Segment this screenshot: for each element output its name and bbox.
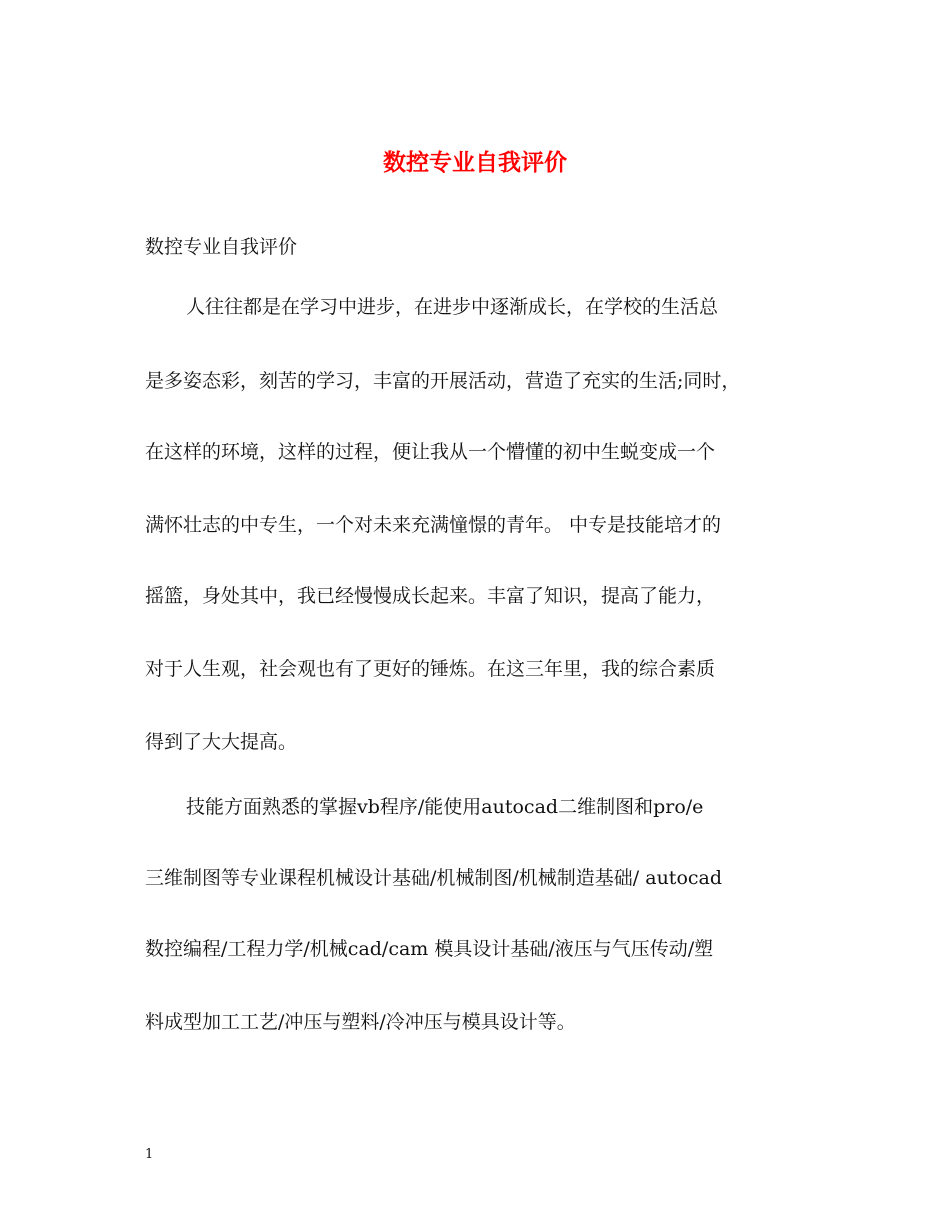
paragraph-1-line-4: 满怀壮志的中专生，一个对未来充满憧憬的青年。 中专是技能培才的: [145, 514, 722, 536]
paragraph-2-line-3: 数控编程/工程力学/机械cad/cam 模具设计基础/液压与气压传动/塑: [145, 938, 714, 960]
paragraph-2-line-2: 三维制图等专业课程机械设计基础/机械制图/机械制造基础/ autocad: [145, 867, 723, 889]
page-number: 1: [145, 1147, 154, 1162]
paragraph-1-line-5: 摇篮，身处其中，我已经慢慢成长起来。丰富了知识，提高了能力，: [145, 585, 716, 607]
paragraph-2-line-1: 技能方面熟悉的掌握vb程序/能使用autocad二维制图和pro/e: [186, 796, 704, 818]
paragraph-2-line-4: 料成型加工工艺/冲压与塑料/冷冲压与模具设计等。: [145, 1011, 576, 1033]
paragraph-1-line-7: 得到了大大提高。: [145, 731, 298, 753]
paragraph-1-line-6: 对于人生观，社会观也有了更好的锤炼。在这三年里，我的综合素质: [145, 658, 716, 680]
paragraph-1-line-3: 在这样的环境，这样的过程，便让我从一个懵懂的初中生蜕变成一个: [145, 441, 716, 463]
paragraph-1-line-2: 是多姿态彩，刻苦的学习，丰富的开展活动，营造了充实的生活;同时，: [145, 370, 741, 392]
paragraph-1-line-1: 人往往都是在学习中进步，在进步中逐渐成长，在学校的生活总: [186, 296, 719, 318]
document-subtitle: 数控专业自我评价: [145, 236, 298, 258]
document-title: 数控专业自我评价: [383, 149, 567, 176]
